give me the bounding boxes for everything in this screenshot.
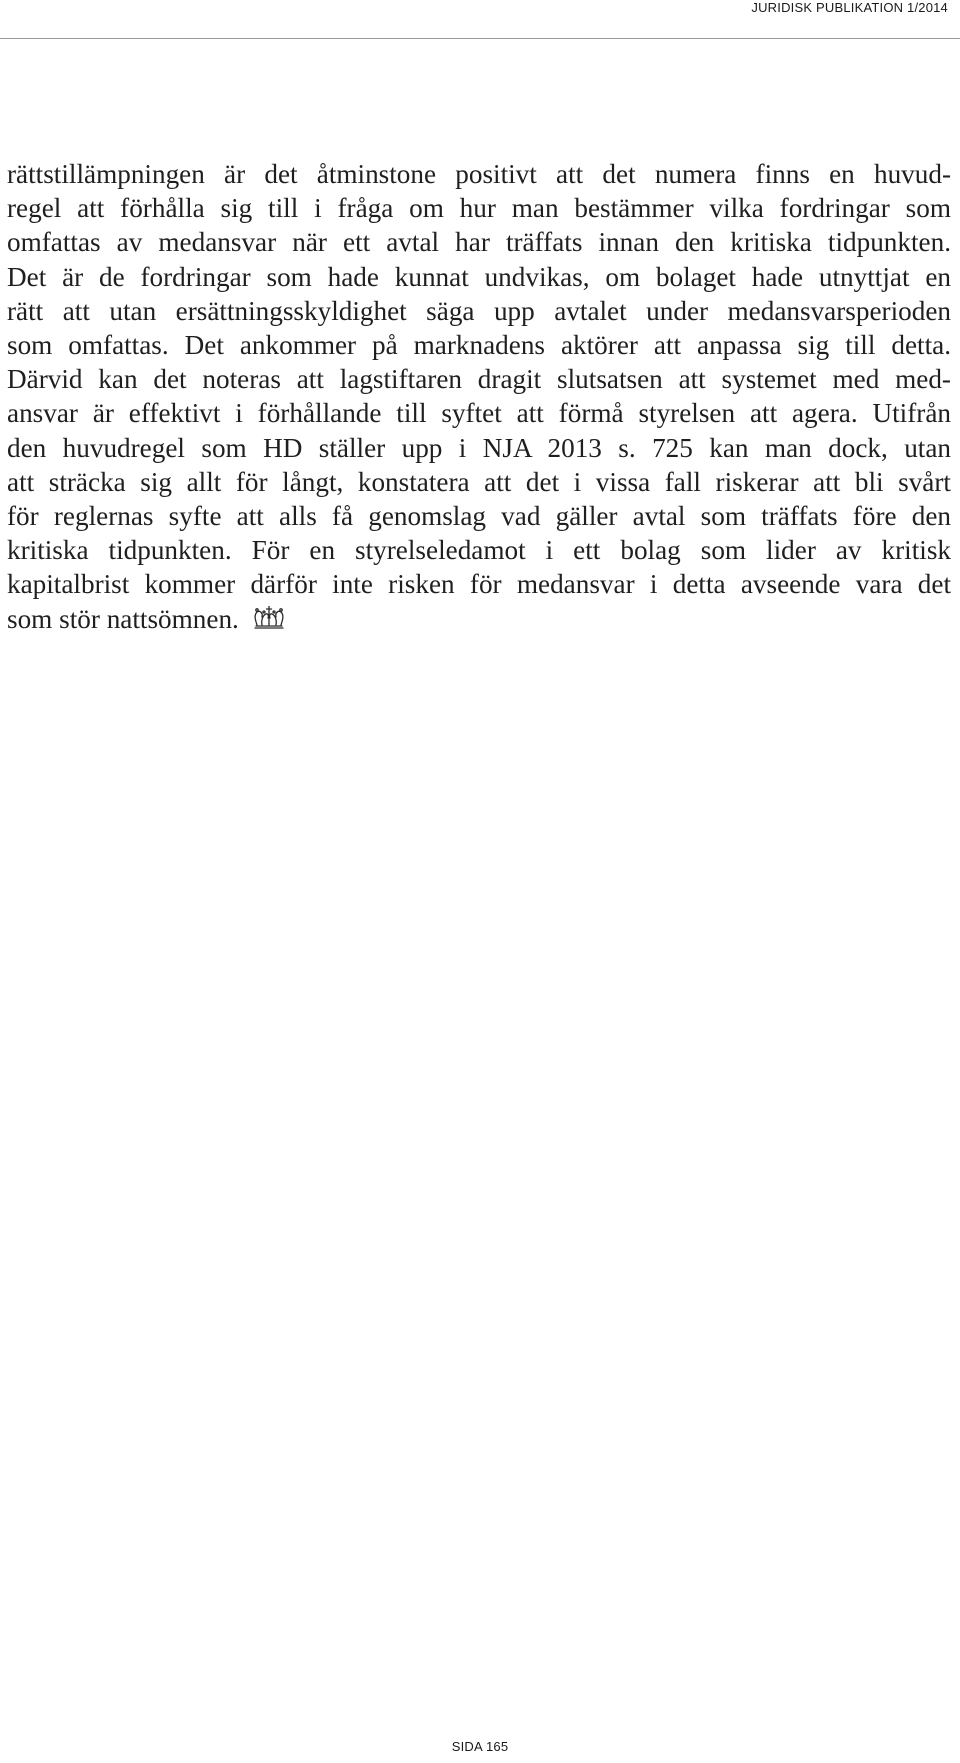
- body-line: kritiska tidpunkten. För en styrelseledamot i ett bolag som lider av kritisk: [7, 535, 951, 566]
- body-line: regel att förhålla sig till i fråga om hur man bestämmer vilka fordringar som: [7, 193, 951, 224]
- publication-title: JURIDISK PUBLIKATION 1/2014: [751, 0, 948, 15]
- page-number: SIDA 165: [451, 1739, 509, 1754]
- crown-end-mark-icon: [251, 604, 287, 634]
- running-header: [0, 0, 960, 39]
- body-line: som omfattas. Det ankommer på marknadens aktörer att anpassa sig till detta.: [7, 330, 951, 361]
- body-line: att sträcka sig allt för långt, konstatera att det i vissa fall riskerar att bli svårt: [7, 466, 951, 497]
- body-line: rättstillämpningen är det åtminstone positivt att det numera finns en huvud-: [7, 159, 951, 189]
- body-line: Det är de fordringar som hade kunnat undvikas, om bolaget hade utnyttjat en: [7, 261, 951, 292]
- body-line: rätt att utan ersättningsskyldighet säga upp avtalet under medansvarsperioden: [7, 295, 951, 326]
- body-line: kapitalbrist kommer därför inte risken för medansvar i detta avseende vara det: [7, 569, 951, 600]
- body-line-last-text: som stör nattsömnen.: [7, 603, 239, 634]
- body-line: ansvar är effektivt i förhållande till syftet att förmå styrelsen att agera. Utifrån: [7, 398, 951, 429]
- article-body: [7, 157, 951, 636]
- body-line-last: [7, 602, 951, 636]
- body-line: omfattas av medansvar när ett avtal har träffats innan den kritiska tidpunkten.: [7, 227, 951, 258]
- body-line: för reglernas syfte att alls få genomslag vad gäller avtal som träffats före den: [7, 501, 951, 532]
- body-line: Därvid kan det noteras att lagstiftaren dragit slutsatsen att systemet med med-: [7, 364, 951, 395]
- body-line: den huvudregel som HD ställer upp i NJA 2013 s. 725 kan man dock, utan: [7, 432, 951, 463]
